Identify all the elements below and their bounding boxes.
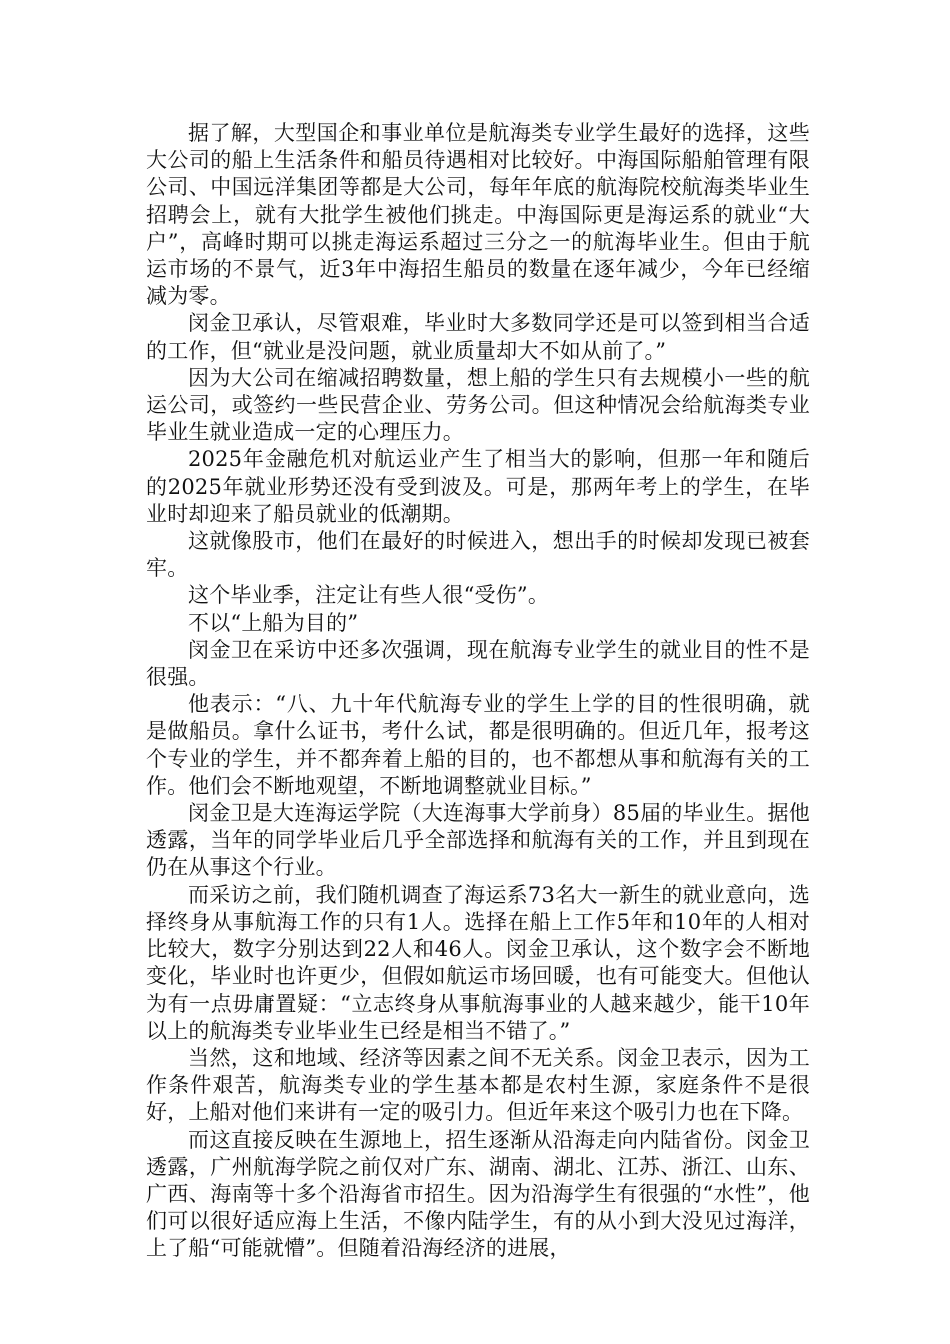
paragraph-region-economy: 当然，这和地域、经济等因素之间不无关系。闵金卫表示，因为工作条件艰苦，航海类专业的学生基本都是农村生源，家庭条件不是很好，上船对他们来讲有一定的吸引力。但近年来这个吸引力也在下降。 [146,1045,810,1125]
paragraph-stock-market: 这就像股市，他们在最好的时候进入，想出手的时候却发现已被套牢。 [146,529,810,581]
paragraph-dalian-graduate: 闵金卫是大连海运学院（大连海事大学前身）85届的毕业生。据他透露，当年的同学毕业后几乎全部选择和航海有关的工作，并且到现在仍在从事这个行业。 [146,801,810,880]
paragraph-quote-eighties: 他表示：“八、九十年代航海专业的学生上学的目的性很明确，就是做船员。拿什么证书，考什么试，都是很明确的。但近几年，报考这个专业的学生，并不都奔着上船的目的，也不都想从事和航海有关的工作。他们会不断地观望，不断地调整就业目标。” [146,692,810,798]
paragraph-smaller-companies: 因为大公司在缩减招聘数量，想上船的学生只有去规模小一些的航运公司，或签约一些民营企业、劳务公司。但这种情况会给航海类专业毕业生就业造成一定的心理压力。 [146,365,810,445]
paragraph-large-companies: 据了解，大型国企和事业单位是航海类专业学生最好的选择，这些大公司的船上生活条件和船员待遇相对比较好。中海国际船舶管理有限公司、中国远洋集团等都是大公司，每年年底的航海院校航海类毕业生招聘会上，就有大批学生被他们挑走。中海国际更是海运系的就业“大户”，高峰时期可以挑走海运系超过三分之一的航海毕业生。但由于航运市场的不景气，近3年中海招生船员的数量在逐年减少，今年已经缩减为零。 [146,121,810,309]
paragraph-financial-crisis: 2025年金融危机对航运业产生了相当大的影响，但那一年和随后的2025年就业形势还没有受到波及。可是，那两年考上的学生，在毕业时却迎来了船员就业的低潮期。 [146,447,810,526]
paragraph-survey: 而采访之前，我们随机调查了海运系73名大一新生的就业意向，选择终身从事航海工作的只有1人。选择在船上工作5年和10年的人相对比较大，数字分别达到22人和46人。闵金卫承认，这个数字会不断地变化，毕业时也许更少，但假如航运市场回暖，也有可能变大。但他认为有一点毋庸置疑：“立志终身从事航海事业的人越来越少，能干10年以上的航海类专业毕业生已经是相当不错了。” [146,882,810,1043]
paragraph-min-jinwei-admits: 闵金卫承认，尽管艰难，毕业时大多数同学还是可以签到相当合适的工作，但“就业是没问题，就业质量却大不如从前了。” [146,311,810,363]
document-page [146,120,810,1263]
paragraph-graduation-season: 这个毕业季，注定让有些人很“受伤”。 [188,583,550,608]
section-heading: 不以“上船为目的” [188,610,359,635]
paragraph-employment-purpose: 闵金卫在采访中还多次强调，现在航海专业学生的就业目的性不是很强。 [146,637,810,690]
paragraph-student-sources: 而这直接反映在生源地上，招生逐渐从沿海走向内陆省份。闵金卫透露，广州航海学院之前仅对广东、湖南、湖北、江苏、浙江、山东、广西、海南等十多个沿海省市招生。因为沿海学生有很强的“水性”，他们可以很好适应海上生活，不像内陆学生，有的从小到大没见过海洋，上了船“可能就懵”。但随着沿海经济的进展， [146,1127,810,1261]
